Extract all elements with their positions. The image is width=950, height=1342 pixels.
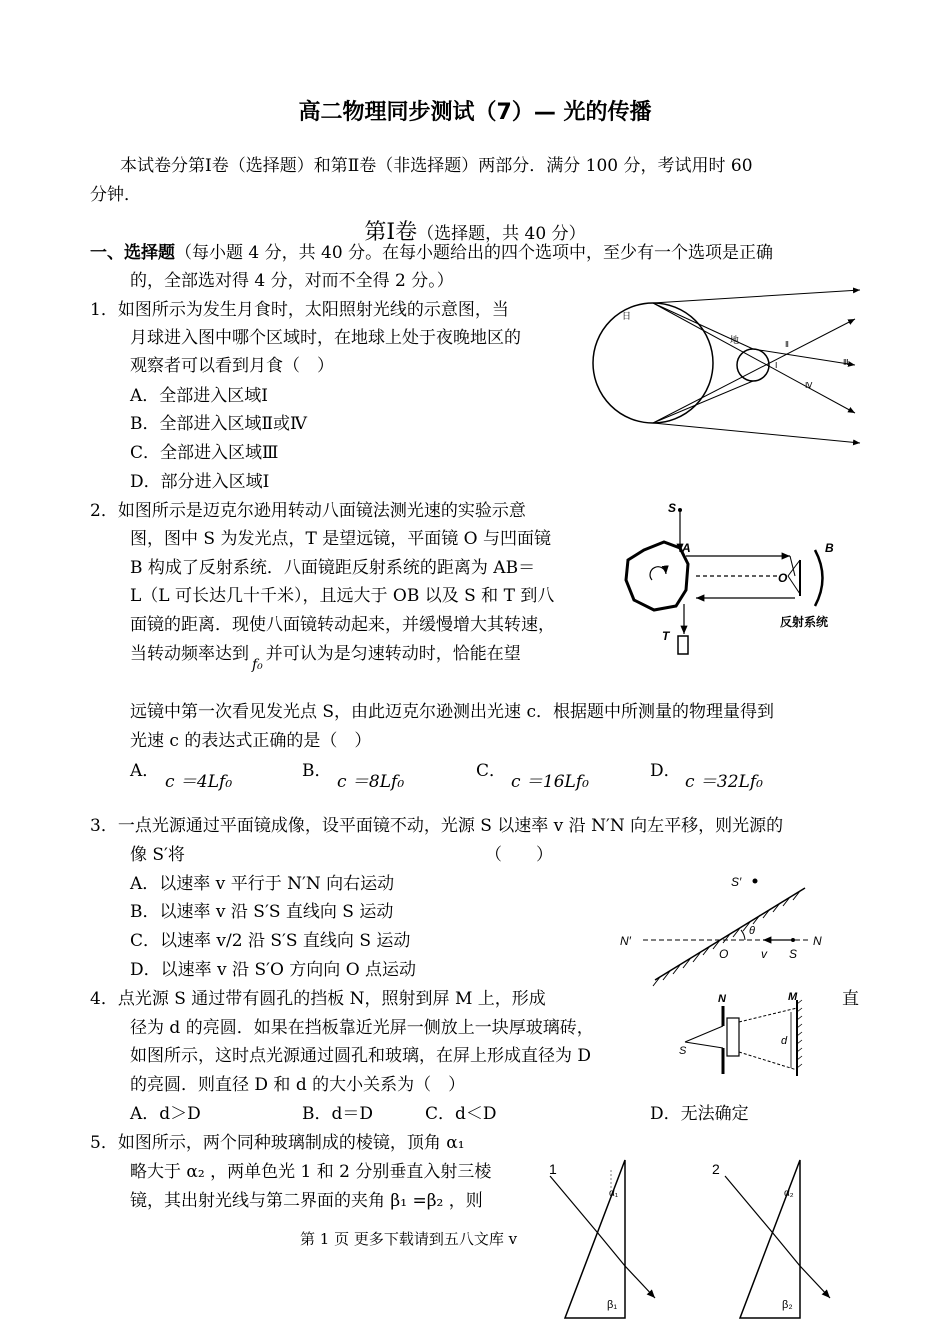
q2-option-a: A． (130, 761, 160, 781)
q3-option-b: B．以速率 v 沿 S′S 直线向 S 运动 (130, 902, 394, 922)
q2-option-c: C． (476, 761, 507, 781)
fig-b-label: B (825, 541, 834, 555)
fig-system-label: 反射系统 (780, 615, 829, 629)
q1-option-a: A．全部进入区域Ⅰ (130, 386, 268, 406)
q2-option-b: B． (302, 761, 332, 781)
q3-line-2: 像 S′将 (130, 845, 185, 865)
q3-option-c: C．以速率 v/2 沿 S′S 直线向 S 运动 (130, 931, 411, 951)
q2-line-1: 2．如图所示是迈克尔逊用转动八面镜法测光速的实验示意 (90, 501, 526, 521)
fig-n-label: N (813, 934, 822, 948)
q5-line-1: 5．如图所示，两个同种玻璃制成的棱镜，顶角 α₁ (90, 1133, 465, 1153)
q2-answer-a: c ＝4Lf₀ (165, 772, 233, 792)
q4-option-c: C．d＜D (425, 1104, 497, 1124)
intro-line-2: 分钟． (90, 185, 141, 205)
q2-line-5: 面镜的距离．现使八面镜转动起来，并缓慢增大其转速， (130, 615, 555, 635)
q2-option-d: D． (650, 761, 681, 781)
q2-answer-c: c ＝16Lf₀ (511, 772, 589, 792)
q4-option-b: B．d＝D (302, 1104, 374, 1124)
fig-n-prime-label: N′ (620, 934, 631, 948)
q1-line-3: 观察者可以看到月食（ ） (130, 356, 334, 376)
fig-o-label: O (778, 571, 788, 585)
q4-line-1-end: 直 (842, 989, 859, 1009)
fig-v-label: v (761, 947, 767, 961)
page-footer: 第 1 页 更多下载请到五八文库 v (300, 1230, 518, 1248)
fig-t-label: T (662, 629, 670, 643)
q4-option-a: A．d＞D (130, 1104, 201, 1124)
q1-option-c: C．全部进入区域Ⅲ (130, 443, 279, 463)
q3-option-a: A．以速率 v 平行于 N′N 向右运动 (130, 874, 395, 894)
fig-s3-label: S (789, 947, 798, 961)
eclipse-diagram (590, 285, 870, 445)
q2-line-6a: 当转动频率达到 (130, 644, 249, 664)
q4-line-2: 径为 d 的亮圆．如果在挡板靠近光屏一侧放上一块厚玻璃砖， (130, 1018, 594, 1038)
q2-line-6b: 并可认为是匀速转动时，恰能在望 (265, 644, 521, 664)
region-4-label: Ⅳ (805, 381, 813, 390)
part1-desc-2: 的，全部选对得 4 分，对而不全得 2 分。） (130, 271, 454, 291)
fig-d4-label: d (781, 1035, 788, 1047)
aperture-glass-diagram (675, 992, 825, 1082)
fig-a-label: A (682, 541, 691, 555)
q5-line-2: 略大于 α₂ ，两单色光 1 和 2 分别垂直入射三棱 (130, 1162, 492, 1182)
q3-answer-blank: （ ） (485, 845, 553, 865)
fig-s-prime-label: S′ (731, 875, 742, 889)
q4-line-1: 4．点光源 S 通过带有圆孔的挡板 N，照射到屏 M 上，形成 (90, 989, 546, 1009)
part1-desc-1: （每小题 4 分，共 40 分。在每小题给出的四个选项中，至少有一个选项是正确 (175, 243, 774, 263)
earth-label: 地 (730, 335, 740, 345)
fig-theta-label: θ (749, 925, 755, 937)
fig-o3-label: O (719, 947, 729, 961)
section-title: 第Ⅰ卷 (364, 220, 418, 245)
q3-option-d: D．以速率 v 沿 S′O 方向向 O 点运动 (130, 960, 417, 980)
octagon-mirror-diagram (620, 500, 850, 660)
region-3-label: Ⅲ (843, 358, 849, 367)
q2-answer-d: c ＝32Lf₀ (685, 772, 763, 792)
q5-line-3: 镜，其出射光线与第二界面的夹角 β₁ =β₂ ，则 (130, 1191, 483, 1211)
section-note: （选择题，共 40 分） (417, 224, 586, 244)
part1-label: 一、选择题 (90, 243, 175, 263)
q2-f0: f₀ (252, 657, 263, 673)
page-title: 高二物理同步测试（7）— 光的传播 (298, 100, 652, 125)
q2-line-2: 图，图中 S 为发光点，T 是望远镜，平面镜 O 与凹面镜 (130, 529, 551, 549)
prism-alpha-2-label: α₂ (784, 1188, 794, 1199)
q2-line-6 (130, 643, 521, 673)
prism-diagram (545, 1158, 875, 1323)
sun-label: 日 (622, 311, 632, 321)
q1-line-2: 月球进入图中哪个区域时，在地球上处于夜晚地区的 (130, 328, 521, 348)
q4-line-3: 如图所示，这时点光源通过圆孔和玻璃，在屏上形成直径为 D (130, 1046, 592, 1066)
q1-option-d: D．部分进入区域Ⅰ (130, 472, 270, 492)
fig-s-label: S (668, 501, 677, 515)
fig-s4-label: S (679, 1045, 687, 1057)
q2-line-3: B 构成了反射系统．八面镜距反射系统的距离为 AB＝ (130, 558, 536, 578)
q1-line-1: 1．如图所示为发生月食时，太阳照射光线的示意图，当 (90, 300, 509, 320)
region-1-label: Ⅰ (775, 361, 778, 370)
q4-option-d: D．无法确定 (650, 1104, 749, 1124)
q4-line-4: 的亮圆．则直径 D 和 d 的大小关系为（ ） (130, 1075, 466, 1095)
q3-line-1: 3．一点光源通过平面镜成像，设平面镜不动，光源 S 以速率 v 沿 N′N 向左平移，则光源的 (90, 816, 784, 836)
q1-option-b: B．全部进入区域Ⅱ或Ⅳ (130, 414, 308, 434)
plane-mirror-diagram (615, 868, 855, 988)
fig-n4-label: N (718, 993, 726, 1005)
q2-line-7: 远镜中第一次看见发光点 S，由此迈克尔逊测出光速 c．根据题中所测量的物理量得到 (130, 702, 774, 722)
fig-m4-label: M (788, 991, 798, 1003)
q2-answer-b: c ＝8Lf₀ (337, 772, 405, 792)
q2-line-8: 光速 c 的表达式正确的是（ ） (130, 731, 372, 751)
intro-line-1: 本试卷分第Ⅰ卷（选择题）和第Ⅱ卷（非选择题）两部分．满分 100 分，考试用时 60 (120, 156, 753, 176)
prism-ray-1-label: 1 (549, 1161, 557, 1177)
region-2-label: Ⅱ (785, 340, 789, 349)
q2-line-4: L（L 可长达几十千米），且远大于 OB 以及 S 和 T 到八 (130, 586, 555, 606)
part1-header (90, 242, 773, 264)
prism-beta-1-label: β₁ (607, 1299, 618, 1311)
prism-alpha-1-label: α₁ (609, 1188, 619, 1199)
prism-beta-2-label: β₂ (782, 1299, 793, 1311)
prism-ray-2-label: 2 (712, 1161, 720, 1177)
